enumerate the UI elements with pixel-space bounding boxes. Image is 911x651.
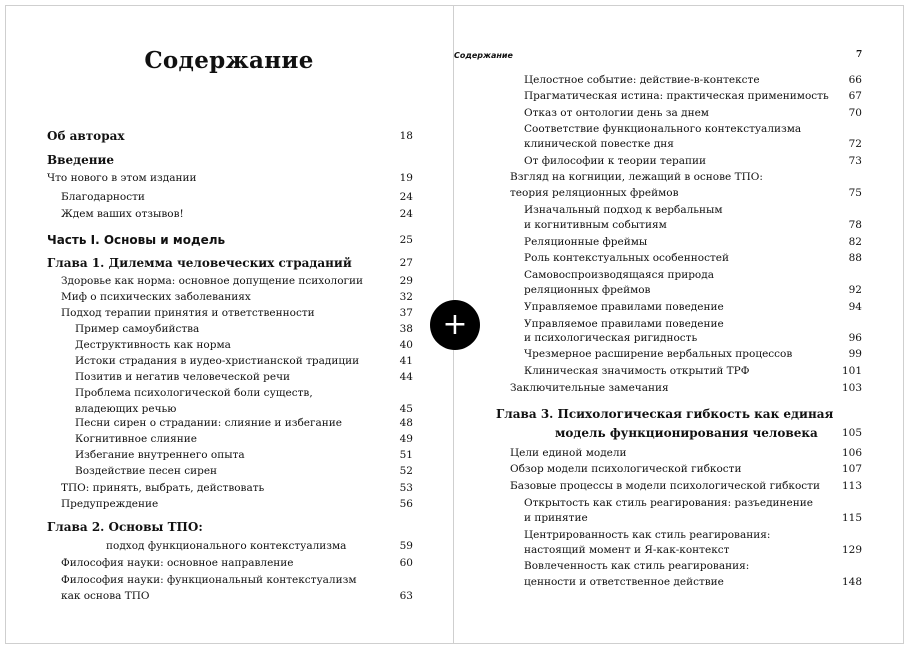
toc-page-number: 18 xyxy=(399,130,413,142)
toc-page-number: 48 xyxy=(399,417,413,429)
toc-entry xyxy=(524,106,709,120)
toc-page-number: 41 xyxy=(399,355,413,367)
toc-entry xyxy=(61,573,356,587)
toc-entry xyxy=(47,256,352,270)
toc-entry xyxy=(106,539,346,553)
toc-entry-title: Отказ от онтологии день за днем xyxy=(524,107,709,119)
toc-entry xyxy=(524,511,588,525)
toc-entry-title: Базовые процессы в модели психологической гибкости xyxy=(510,480,820,492)
toc-page-number: 67 xyxy=(848,90,862,102)
toc-entry-title: Соответствие функционального контекстуализма xyxy=(524,123,802,135)
toc-entry xyxy=(47,520,203,534)
toc-entry-title: Заключительные замечания xyxy=(510,382,669,394)
toc-entry xyxy=(61,306,315,320)
toc-entry xyxy=(524,283,650,297)
toc-entry xyxy=(524,154,706,168)
toc-entry xyxy=(75,402,176,416)
toc-page-number: 37 xyxy=(399,307,413,319)
toc-entry xyxy=(524,137,674,151)
toc-entry-title: Вовлеченность как стиль реагирования: xyxy=(524,560,750,572)
toc-entry-title: Чрезмерное расширение вербальных процессов xyxy=(524,348,793,360)
toc-entry xyxy=(524,89,829,103)
toc-entry-title: Предупреждение xyxy=(61,498,159,510)
toc-page-number: 107 xyxy=(841,463,862,475)
toc-page-number: 24 xyxy=(399,191,413,203)
toc-entry xyxy=(555,426,818,440)
page-number: 7 xyxy=(856,50,863,60)
toc-entry-title: Цели единой модели xyxy=(510,447,627,459)
toc-page-number: 129 xyxy=(841,544,862,556)
toc-entry xyxy=(524,364,749,378)
toc-entry xyxy=(61,589,150,603)
toc-entry-title: Прагматическая истина: практическая применимость xyxy=(524,90,829,102)
toc-entry-title: настоящий момент и Я-как-контекст xyxy=(524,544,730,556)
toc-entry-title: Ждем ваших отзывов! xyxy=(61,208,184,220)
toc-entry xyxy=(75,354,359,368)
toc-entry-title: Центрированность как стиль реагирования: xyxy=(524,529,771,541)
toc-entry-title: как основа ТПО xyxy=(61,590,150,602)
zoom-plus-button[interactable] xyxy=(430,300,480,350)
toc-entry xyxy=(524,218,667,232)
toc-page-number: 60 xyxy=(399,557,413,569)
toc-entry xyxy=(61,274,363,288)
toc-entry xyxy=(524,347,792,361)
toc-page-number: 29 xyxy=(399,275,413,287)
toc-page-number: 25 xyxy=(399,234,413,246)
toc-page-number: 56 xyxy=(399,498,413,510)
toc-entry xyxy=(75,338,231,352)
toc-page-number: 27 xyxy=(399,257,413,269)
toc-page-number: 106 xyxy=(841,447,862,459)
toc-page-number: 101 xyxy=(841,365,862,377)
toc-entry-title: Изначальный подход к вербальным xyxy=(524,204,723,216)
toc-page-number: 75 xyxy=(848,187,862,199)
toc-page-number: 92 xyxy=(848,284,862,296)
toc-page-number: 78 xyxy=(848,219,862,231)
toc-entry-title: и принятие xyxy=(524,512,588,524)
toc-page-number: 32 xyxy=(399,291,413,303)
toc-entry xyxy=(524,122,801,136)
toc-entry xyxy=(524,73,760,87)
toc-entry-title: Глава 1. Дилемма человеческих страданий xyxy=(47,256,352,270)
toc-entry xyxy=(524,251,729,265)
toc-entry-title: Миф о психических заболеваниях xyxy=(61,291,251,303)
toc-page-number: 70 xyxy=(848,107,862,119)
toc-entry xyxy=(510,479,820,493)
toc-entry xyxy=(524,203,723,217)
toc-entry xyxy=(524,543,729,557)
toc-entry-title: Воздействие песен сирен xyxy=(75,465,218,477)
toc-entry xyxy=(524,235,647,249)
toc-page-number: 94 xyxy=(848,301,862,313)
toc-entry-title: Управляемое правилами поведение xyxy=(524,318,724,330)
plus-icon: + xyxy=(442,307,468,342)
toc-page-number: 113 xyxy=(841,480,862,492)
toc-entry-title: Пример самоубийства xyxy=(75,323,200,335)
toc-entry-title: Целостное событие: действие-в-контексте xyxy=(524,74,760,86)
toc-page-number: 73 xyxy=(848,155,862,167)
toc-entry xyxy=(61,481,264,495)
toc-entry-title: Философия науки: функциональный контекстуализм xyxy=(61,574,357,586)
toc-entry xyxy=(510,381,669,395)
toc-page-number: 103 xyxy=(841,382,862,394)
toc-page-number: 66 xyxy=(848,74,862,86)
toc-entry xyxy=(75,448,245,462)
toc-entry xyxy=(524,496,813,510)
toc-entry-title: и психологическая ригидность xyxy=(524,332,698,344)
toc-entry-title: Введение xyxy=(47,153,115,167)
toc-page-number: 88 xyxy=(848,252,862,264)
toc-page-number: 40 xyxy=(399,339,413,351)
toc-entry xyxy=(61,556,294,570)
toc-entry-title: Здоровье как норма: основное допущение психологии xyxy=(61,275,364,287)
toc-entry-title: Реляционные фреймы xyxy=(524,236,648,248)
toc-page-number: 63 xyxy=(399,590,413,602)
toc-entry xyxy=(61,497,158,511)
toc-entry-title: Проблема психологической боли существ, xyxy=(75,387,313,399)
toc-entry-title: Благодарности xyxy=(61,191,145,203)
toc-entry-title: Когнитивное слияние xyxy=(75,433,197,445)
toc-entry xyxy=(75,464,217,478)
toc-entry-title: теория реляционных фреймов xyxy=(510,187,679,199)
toc-entry xyxy=(61,190,145,204)
toc-entry-title: Самовоспроизводящаяся природа xyxy=(524,269,714,281)
toc-entry xyxy=(524,559,749,573)
toc-entry-title: Обзор модели психологической гибкости xyxy=(510,463,742,475)
toc-page-number: 96 xyxy=(848,332,862,344)
toc-page-number: 24 xyxy=(399,208,413,220)
toc-entry-title: Что нового в этом издании xyxy=(47,172,197,184)
toc-entry xyxy=(47,233,225,247)
running-head: Содержание xyxy=(454,51,513,60)
toc-entry xyxy=(510,170,763,184)
toc-entry xyxy=(75,432,197,446)
toc-entry-title: Философия науки: основное направление xyxy=(61,557,294,569)
toc-entry-title: Взгляд на когниции, лежащий в основе ТПО: xyxy=(510,171,763,183)
toc-entry xyxy=(496,407,833,421)
toc-entry-title: Глава 2. Основы ТПО: xyxy=(47,520,203,534)
left-page xyxy=(5,5,453,644)
toc-page-number: 99 xyxy=(848,348,862,360)
toc-page-number: 115 xyxy=(841,512,862,524)
toc-entry xyxy=(524,331,697,345)
toc-entry xyxy=(61,290,251,304)
toc-entry xyxy=(75,370,290,384)
toc-entry xyxy=(524,268,714,282)
toc-page-number: 45 xyxy=(399,403,413,415)
toc-page-number: 53 xyxy=(399,482,413,494)
toc-page-number: 38 xyxy=(399,323,413,335)
toc-entry-title: ТПО: принять, выбрать, действовать xyxy=(61,482,265,494)
toc-entry xyxy=(47,171,197,185)
toc-page-number: 44 xyxy=(399,371,413,383)
toc-entry-title: Глава 3. Психологическая гибкость как единая xyxy=(496,407,834,421)
toc-entry xyxy=(524,317,724,331)
toc-entry xyxy=(510,446,627,460)
toc-page-number: 148 xyxy=(841,576,862,588)
toc-entry-title: подход функционального контекстуализма xyxy=(106,540,347,552)
right-page xyxy=(454,5,904,644)
toc-entry xyxy=(75,386,313,400)
toc-entry-title: Об авторах xyxy=(47,129,125,143)
toc-page-number: 72 xyxy=(848,138,862,150)
toc-entry-title: реляционных фреймов xyxy=(524,284,651,296)
toc-entry-title: владеющих речью xyxy=(75,403,177,415)
toc-entry xyxy=(47,153,114,167)
toc-page-number: 59 xyxy=(399,540,413,552)
toc-entry-title: Позитив и негатив человеческой речи xyxy=(75,371,291,383)
toc-entry xyxy=(75,322,199,336)
toc-entry-title: От философии к теории терапии xyxy=(524,155,707,167)
toc-entry-title: Подход терапии принятия и ответственности xyxy=(61,307,315,319)
toc-entry-title: Деструктивность как норма xyxy=(75,339,231,351)
toc-entry xyxy=(524,300,724,314)
toc-entry-title: Роль контекстуальных особенностей xyxy=(524,252,729,264)
toc-entry-title: Клиническая значимость открытий ТРФ xyxy=(524,365,750,377)
toc-page-number: 82 xyxy=(848,236,862,248)
toc-entry-title: Часть I. Основы и модель xyxy=(47,233,226,247)
toc-entry xyxy=(524,575,724,589)
toc-entry-title: клинической повестке дня xyxy=(524,138,674,150)
toc-page-number: 19 xyxy=(399,172,413,184)
toc-page-number: 49 xyxy=(399,433,413,445)
toc-page-number: 105 xyxy=(841,427,862,439)
toc-entry-title: Управляемое правилами поведение xyxy=(524,301,724,313)
toc-entry xyxy=(524,528,770,542)
toc-entry xyxy=(75,416,342,430)
toc-entry-title: модель функционирования человека xyxy=(555,426,818,440)
toc-page-number: 52 xyxy=(399,465,413,477)
toc-entry-title: и когнитивным событиям xyxy=(524,219,667,231)
toc-entry xyxy=(510,186,679,200)
toc-entry-title: Избегание внутреннего опыта xyxy=(75,449,245,461)
page-title: Содержание xyxy=(144,47,314,74)
toc-entry-title: Истоки страдания в иудео-христианской традиции xyxy=(75,355,360,367)
toc-entry xyxy=(47,129,125,143)
toc-entry-title: Песни сирен о страдании: слияние и избегание xyxy=(75,417,342,429)
toc-entry-title: Открытость как стиль реагирования: разъединение xyxy=(524,497,813,509)
toc-entry-title: ценности и ответственное действие xyxy=(524,576,724,588)
toc-entry xyxy=(61,207,184,221)
toc-entry xyxy=(510,462,741,476)
toc-page-number: 51 xyxy=(399,449,413,461)
